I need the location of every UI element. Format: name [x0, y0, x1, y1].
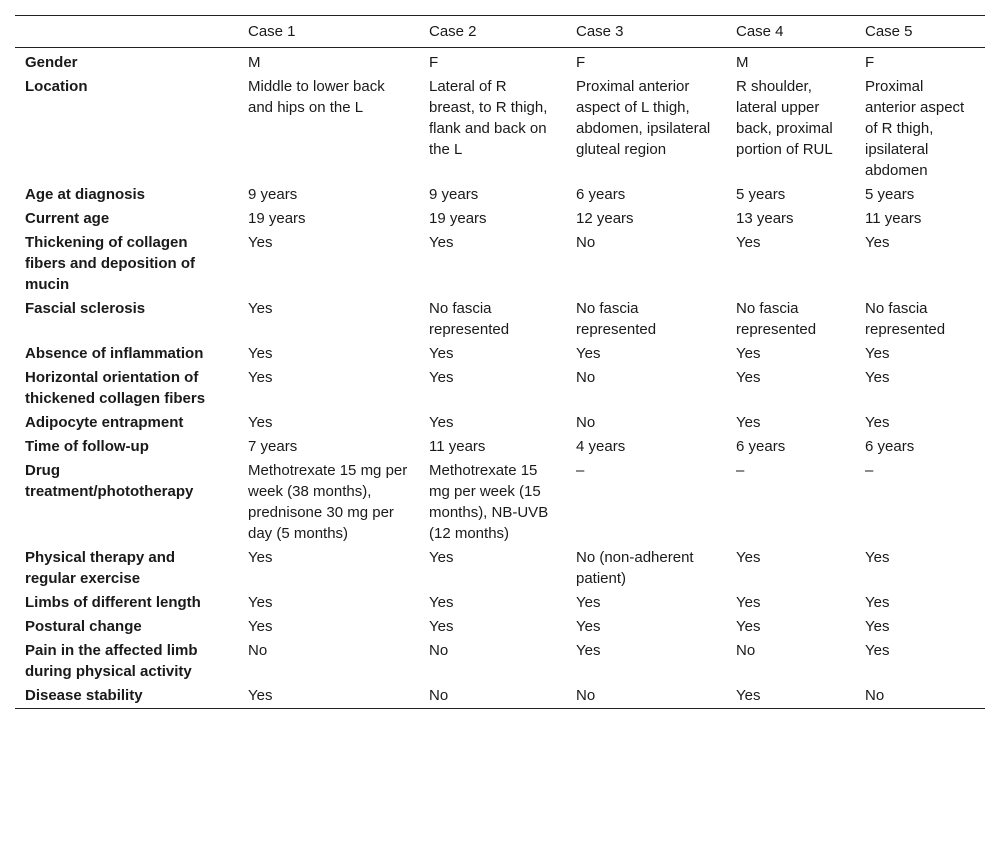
- table-cell-case-2: No: [429, 687, 449, 704]
- table-cell-case-4: Yes: [736, 687, 761, 704]
- table-cell-case-3: Yes: [576, 345, 601, 362]
- table-cell-case-4: Yes: [736, 594, 761, 611]
- table-cell-case-2: Yes: [429, 234, 454, 251]
- table-cell-case-1: Yes: [248, 594, 273, 611]
- table-cell-case-1: 19 years: [248, 210, 306, 227]
- table-row: [15, 615, 985, 639]
- table-cell-case-5: Yes: [865, 414, 890, 431]
- header-cell-case-3: Case 3: [576, 23, 624, 40]
- table-cell-case-4: No: [736, 642, 756, 659]
- table-row: [15, 546, 985, 591]
- table-body: [15, 48, 985, 709]
- row-label: Thickening of collagen fibers and deposition of mucin: [25, 234, 196, 293]
- table-cell-case-5: Yes: [865, 369, 890, 386]
- table-cell-case-4: Yes: [736, 369, 761, 386]
- table-cell-case-5: 5 years: [865, 186, 915, 203]
- row-label: Drug treatment/phototherapy: [25, 462, 194, 500]
- table-cell-case-5: No fascia represented: [865, 300, 946, 338]
- table-row: [15, 207, 985, 231]
- table-cell-case-1: Yes: [248, 345, 273, 362]
- table-cell-case-3: No: [576, 234, 596, 251]
- table-cell-case-2: Yes: [429, 618, 454, 635]
- table-cell-case-3: –: [576, 462, 585, 479]
- table-cell-case-5: Yes: [865, 234, 890, 251]
- table-cell-case-3: Yes: [576, 594, 601, 611]
- table-cell-case-1: Yes: [248, 300, 273, 317]
- table-cell-case-5: Yes: [865, 618, 890, 635]
- table-row: [15, 48, 985, 76]
- row-label: Time of follow-up: [25, 438, 149, 455]
- table-row: [15, 297, 985, 342]
- table-cell-case-2: Methotrexate 15 mg per week (15 months), NB-UVB (12 months): [429, 462, 549, 542]
- table-cell-case-4: Yes: [736, 618, 761, 635]
- table-cell-case-5: 6 years: [865, 438, 915, 455]
- table-cell-case-3: 4 years: [576, 438, 626, 455]
- table-cell-case-2: No fascia represented: [429, 300, 510, 338]
- table-cell-case-3: Yes: [576, 642, 601, 659]
- row-label: Current age: [25, 210, 110, 227]
- header-row: [15, 16, 985, 48]
- table-cell-case-5: Yes: [865, 345, 890, 362]
- table-cell-case-4: R shoulder, lateral upper back, proximal portion of RUL: [736, 78, 833, 158]
- table-cell-case-1: Yes: [248, 618, 273, 635]
- table-cell-case-1: Yes: [248, 414, 273, 431]
- table-cell-case-4: No fascia represented: [736, 300, 817, 338]
- table-cell-case-1: Yes: [248, 687, 273, 704]
- table-cell-case-1: Yes: [248, 549, 273, 566]
- table-cell-case-3: No fascia represented: [576, 300, 657, 338]
- row-label: Horizontal orientation of thickened collagen fibers: [25, 369, 206, 407]
- table-cell-case-2: No: [429, 642, 449, 659]
- row-label: Gender: [25, 54, 78, 71]
- table-cell-case-1: Yes: [248, 369, 273, 386]
- row-label: Limbs of different length: [25, 594, 201, 611]
- table-cell-case-4: 6 years: [736, 438, 786, 455]
- table-cell-case-4: 13 years: [736, 210, 794, 227]
- table-cell-case-5: No: [865, 687, 885, 704]
- row-label: Disease stability: [25, 687, 143, 704]
- table-cell-case-2: F: [429, 54, 439, 71]
- table-cell-case-1: No: [248, 642, 268, 659]
- table-cell-case-5: Yes: [865, 594, 890, 611]
- row-label: Adipocyte entrapment: [25, 414, 184, 431]
- header-cell-case-2: Case 2: [429, 23, 477, 40]
- table-cell-case-3: No: [576, 414, 596, 431]
- table-cell-case-4: 5 years: [736, 186, 786, 203]
- table-row: [15, 684, 985, 709]
- table-cell-case-5: Yes: [865, 642, 890, 659]
- table-cell-case-4: –: [736, 462, 745, 479]
- table-cell-case-4: M: [736, 54, 749, 71]
- table-cell-case-1: M: [248, 54, 261, 71]
- case-comparison-table: [15, 15, 985, 709]
- table-cell-case-3: Yes: [576, 618, 601, 635]
- table-cell-case-5: Proximal anterior aspect of R thigh, ipsilateral abdomen: [865, 78, 965, 179]
- row-label: Age at diagnosis: [25, 186, 146, 203]
- table-cell-case-4: Yes: [736, 549, 761, 566]
- row-label: Pain in the affected limb during physical activity: [25, 642, 198, 680]
- table-cell-case-3: 6 years: [576, 186, 626, 203]
- table-cell-case-2: Yes: [429, 594, 454, 611]
- table-row: [15, 435, 985, 459]
- header-cell-case-4: Case 4: [736, 23, 784, 40]
- table-cell-case-1: 7 years: [248, 438, 298, 455]
- table-header: [15, 16, 985, 48]
- table-row: [15, 183, 985, 207]
- table-cell-case-2: Yes: [429, 414, 454, 431]
- case-table-container: [15, 15, 985, 709]
- table-cell-case-3: No (non-adherent patient): [576, 549, 694, 587]
- table-cell-case-4: Yes: [736, 234, 761, 251]
- table-cell-case-5: –: [865, 462, 874, 479]
- header-cell-case-5: Case 5: [865, 23, 913, 40]
- table-row: [15, 366, 985, 411]
- row-label: Physical therapy and regular exercise: [25, 549, 176, 587]
- header-cell-empty: [15, 16, 238, 48]
- row-label: Fascial sclerosis: [25, 300, 146, 317]
- row-label: Location: [25, 78, 88, 95]
- table-cell-case-1: 9 years: [248, 186, 298, 203]
- table-cell-case-2: 9 years: [429, 186, 479, 203]
- table-row: [15, 231, 985, 297]
- table-cell-case-5: F: [865, 54, 875, 71]
- table-cell-case-5: 11 years: [865, 210, 922, 227]
- table-row: [15, 342, 985, 366]
- table-cell-case-3: No: [576, 369, 596, 386]
- table-row: [15, 75, 985, 183]
- table-cell-case-2: Yes: [429, 345, 454, 362]
- header-cell-case-1: Case 1: [248, 23, 296, 40]
- table-cell-case-1: Methotrexate 15 mg per week (38 months), prednisone 30 mg per day (5 months): [248, 462, 408, 542]
- row-label: Postural change: [25, 618, 142, 635]
- table-cell-case-2: Yes: [429, 549, 454, 566]
- table-row: [15, 591, 985, 615]
- table-cell-case-2: 11 years: [429, 438, 486, 455]
- table-cell-case-2: Lateral of R breast, to R thigh, flank and back on the L: [429, 78, 548, 158]
- row-label: Absence of inflammation: [25, 345, 204, 362]
- table-cell-case-3: Proximal anterior aspect of L thigh, abdomen, ipsilateral gluteal region: [576, 78, 711, 158]
- table-cell-case-1: Middle to lower back and hips on the L: [248, 78, 385, 116]
- table-cell-case-2: Yes: [429, 369, 454, 386]
- table-cell-case-3: No: [576, 687, 596, 704]
- table-row: [15, 639, 985, 684]
- table-cell-case-5: Yes: [865, 549, 890, 566]
- table-cell-case-4: Yes: [736, 414, 761, 431]
- table-cell-case-4: Yes: [736, 345, 761, 362]
- table-row: [15, 459, 985, 546]
- table-row: [15, 411, 985, 435]
- table-cell-case-2: 19 years: [429, 210, 487, 227]
- table-cell-case-3: 12 years: [576, 210, 634, 227]
- table-cell-case-1: Yes: [248, 234, 273, 251]
- table-cell-case-3: F: [576, 54, 586, 71]
